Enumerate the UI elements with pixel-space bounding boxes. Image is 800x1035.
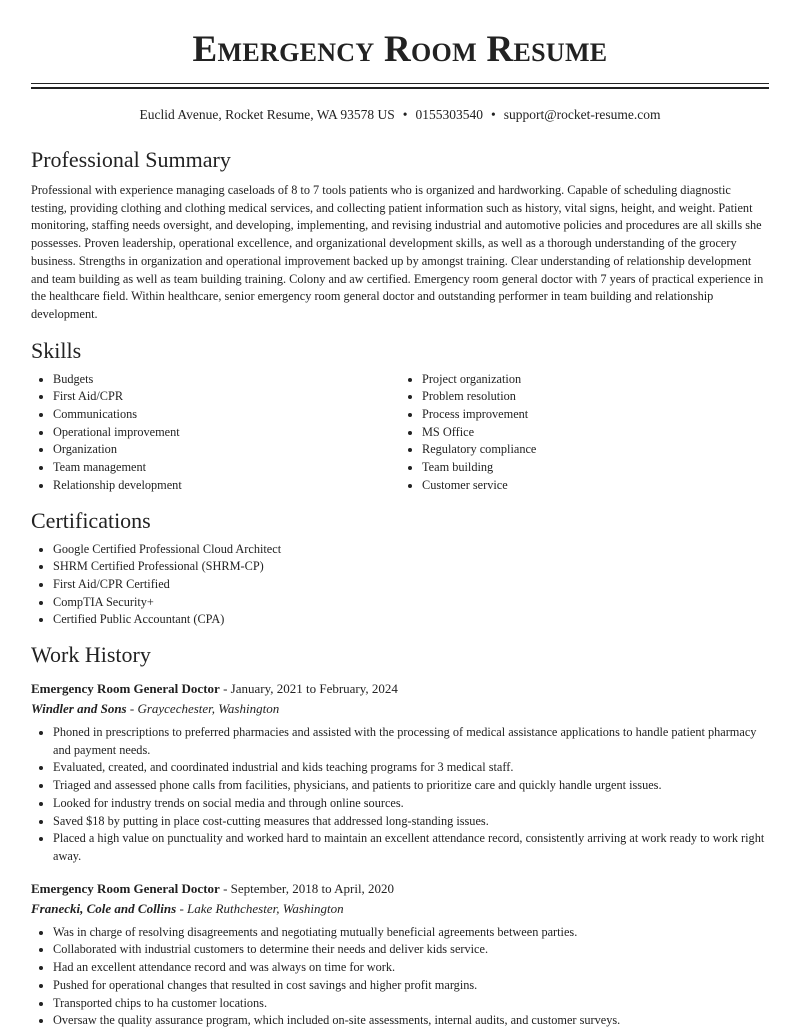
job-title: Emergency Room General Doctor: [31, 880, 220, 896]
contact-address: Euclid Avenue, Rocket Resume, WA 93578 US: [139, 107, 395, 122]
job-location: - Lake Ruthchester, Washington: [176, 900, 344, 916]
certifications-heading: Certifications: [31, 507, 151, 533]
header-divider-thick: [31, 87, 769, 89]
skill-item: • Project organization: [422, 371, 769, 389]
job-bullet: • Pushed for operational changes that resulted in cost savings and higher profit margins.: [53, 977, 769, 995]
job-dates: - September, 2018 to April, 2020: [219, 880, 395, 896]
job-bullet: • Looked for industry trends on social media and through online sources.: [53, 795, 769, 813]
job-bullet: • Triaged and assessed phone calls from facilities, physicians, and patients to prioritize care and quickly handle urgent issues.: [53, 777, 769, 795]
skill-item: • Process improvement: [422, 406, 769, 424]
contact-separator: •: [402, 107, 408, 122]
skill-item: • Team building: [422, 459, 769, 477]
certification-item: • SHRM Certified Professional (SHRM-CP): [53, 558, 769, 576]
job-company: Windler and Sons: [31, 701, 127, 717]
job-bullet: • Collaborated with industrial customers to determine their needs and deliver kids service.: [53, 941, 769, 959]
job-bullet: • Evaluated, created, and coordinated industrial and kids teaching programs for 3 medical staff.: [53, 759, 769, 777]
certification-item: • Google Certified Professional Cloud Architect: [53, 541, 769, 559]
summary-heading: Professional Summary: [31, 147, 231, 172]
skill-item: • Budgets: [53, 371, 400, 389]
job-company-line: [31, 699, 769, 718]
job-bullet: • Oversaw the quality assurance program, which included on-site assessments, internal audits, and customer surveys.: [53, 1012, 769, 1030]
job-dates: - January, 2021 to February, 2024: [219, 681, 398, 697]
resume-title: Emergency Room Resume: [192, 29, 608, 70]
contact-phone: 0155303540: [415, 107, 483, 122]
skills-heading: Skills: [31, 337, 82, 363]
skills-list-right: [400, 371, 769, 495]
skills-list-left: [31, 371, 400, 495]
skill-item: • First Aid/CPR: [53, 388, 400, 406]
header-divider-thin: [31, 83, 769, 84]
skill-item: • Organization: [53, 441, 400, 459]
job-entry: [31, 879, 769, 1030]
job-company-line: [31, 899, 769, 918]
job-bullet: • Saved $18 by putting in place cost-cutting measures that addressed long-standing issues.: [53, 813, 769, 831]
contact-line: [31, 106, 769, 124]
job-bullet: • Had an excellent attendance record and was always on time for work.: [53, 959, 769, 977]
skill-item: • Customer service: [422, 477, 769, 495]
job-title-line: [31, 679, 769, 698]
job-title: Emergency Room General Doctor: [31, 681, 220, 697]
summary-text: Professional with experience managing caseloads of 8 to 7 tools patients who is organized and hardworking. Capable of scheduling diagnostic testing, providing clothing and clothing medical services, and collecting patient information such as history, vital signs, height, and weight. Patient monitoring, staffing needs oversight, and developing, implementing, and revising industrial and automotive policies and procedures are all skills she possesses. Proven leadership, operational excellence, and organizational development skills, as well as a thorough understanding of the grocery business. Strengths in organization and operational improvement backed up by amongst training. Clear understanding of relationship development and team building as well as team building training. Colony and aw certified. Emergency room general doctor with 7 years of practical experience in the healthcare field. Within healthcare, senior emergency room general doctor and outstanding performer in team building and relationship development.: [31, 183, 764, 321]
job-bullets: [31, 724, 769, 866]
skill-item: • Communications: [53, 406, 400, 424]
certification-item: • First Aid/CPR Certified: [53, 576, 769, 594]
job-bullet: • Was in charge of resolving disagreements and negotiating mutually beneficial agreements between parties.: [53, 924, 769, 942]
job-entry: [31, 679, 769, 866]
work-history-heading: Work History: [31, 642, 151, 668]
job-title-line: [31, 879, 769, 898]
job-location: - Graycechester, Washington: [126, 701, 280, 717]
skill-item: • Relationship development: [53, 477, 400, 495]
certification-item: • CompTIA Security+: [53, 594, 769, 612]
job-bullets: [31, 924, 769, 1030]
job-bullet: • Phoned in prescriptions to preferred pharmacies and assisted with the processing of medical assistance applications to handle patient pharmacy and payment needs.: [53, 724, 769, 759]
skill-item: • MS Office: [422, 424, 769, 442]
contact-email: support@rocket-resume.com: [503, 107, 661, 122]
job-company: Franecki, Cole and Collins: [31, 900, 177, 916]
skill-item: • Operational improvement: [53, 424, 400, 442]
job-bullet: • Placed a high value on punctuality and worked hard to maintain an excellent attendance record, consistently arriving at work ready to work right away.: [53, 830, 769, 865]
job-bullet: • Transported chips to ha customer locations.: [53, 995, 769, 1013]
skill-item: • Regulatory compliance: [422, 441, 769, 459]
certifications-list: [31, 541, 769, 630]
skill-item: • Problem resolution: [422, 388, 769, 406]
skills-columns: [31, 371, 769, 495]
certification-item: • Certified Public Accountant (CPA): [53, 611, 769, 629]
skill-item: • Team management: [53, 459, 400, 477]
contact-separator: •: [490, 107, 496, 122]
